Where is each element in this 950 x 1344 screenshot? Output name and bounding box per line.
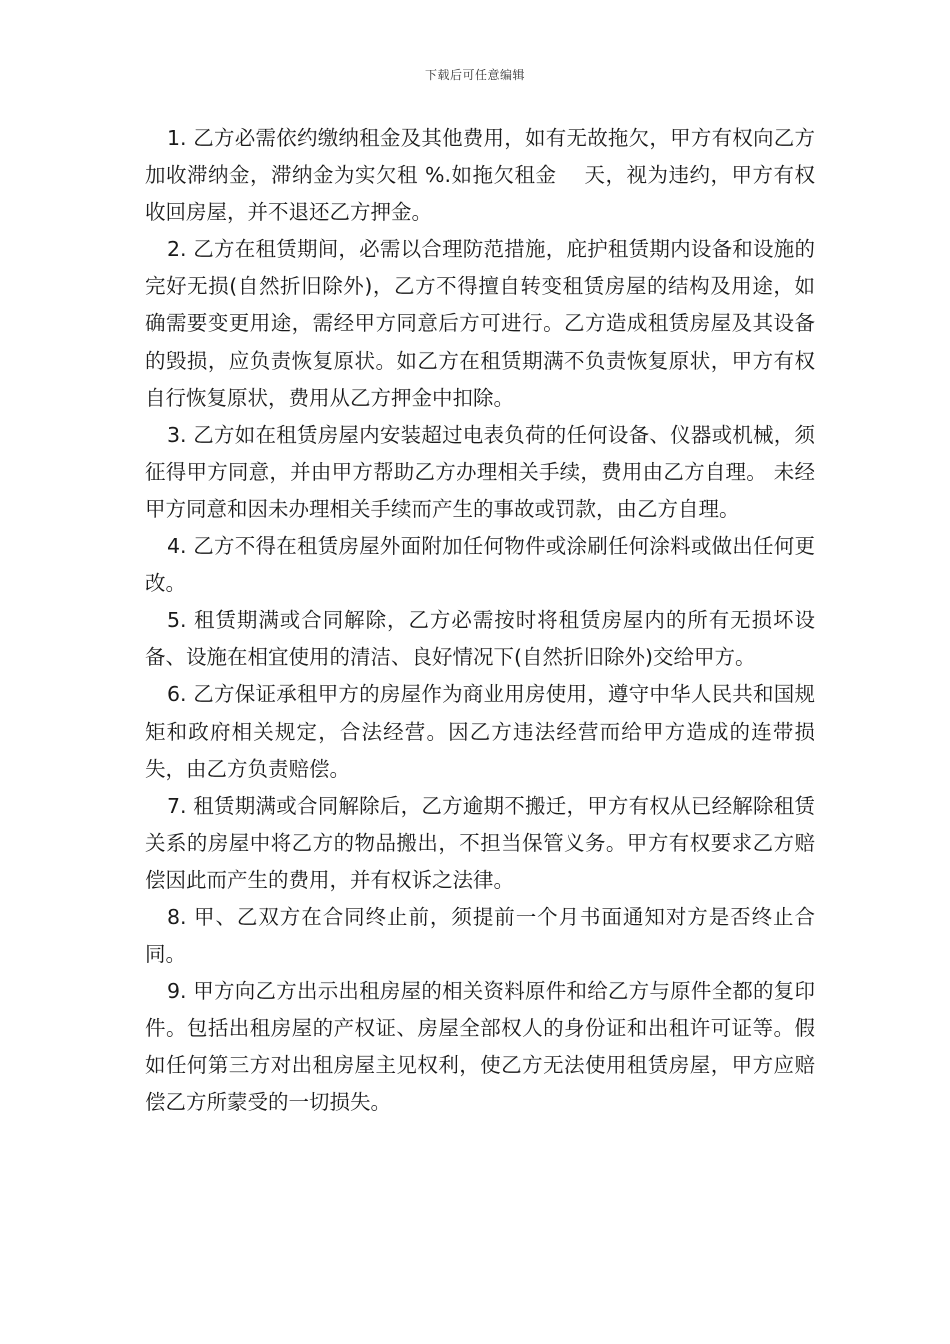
clause-6: 6. 乙方保证承租甲方的房屋作为商业用房使用，遵守中华人民共和国规矩和政府相关规定，合法经营。因乙方违法经营而给甲方造成的连带损失，由乙方负责赔偿。 xyxy=(145,682,815,781)
clause-1: 1. 乙方必需依约缴纳租金及其他费用，如有无故拖欠，甲方有权向乙方加收滞纳金，滞纳金为实欠租 %.如拖欠租金 天，视为违约，甲方有权收回房屋，并不退还乙方押金。 xyxy=(145,126,815,225)
clause-9: 9. 甲方向乙方出示出租房屋的相关资料原件和给乙方与原件全都的复印件。包括出租房屋的产权证、房屋全部权人的身份证和出租许可证等。假如任何第三方对出租房屋主见权利，使乙方无法使用租赁房屋，甲方应赔偿乙方所蒙受的一切损失。 xyxy=(145,979,815,1115)
contract-body xyxy=(145,120,815,1122)
page-header: 下载后可任意编辑 xyxy=(424,68,525,82)
clause-4: 4. 乙方不得在租赁房屋外面附加任何物件或涂刷任何涂料或做出任何更改。 xyxy=(145,534,815,596)
clause-2: 2. 乙方在租赁期间，必需以合理防范措施，庇护租赁期内设备和设施的完好无损(自然折旧除外)，乙方不得擅自转变租赁房屋的结构及用途，如确需要变更用途，需经甲方同意后方可进行。乙方造成租赁房屋及其设备的毁损，应负责恢复原状。如乙方在租赁期满不负责恢复原状，甲方有权自行恢复原状，费用从乙方押金中扣除。 xyxy=(145,237,815,410)
clause-5: 5. 租赁期满或合同解除，乙方必需按时将租赁房屋内的所有无损坏设备、设施在相宜使用的清洁、良好情况下(自然折旧除外)交给甲方。 xyxy=(145,608,815,670)
clause-7: 7. 租赁期满或合同解除后，乙方逾期不搬迁，甲方有权从已经解除租赁关系的房屋中将乙方的物品搬出，不担当保管义务。甲方有权要求乙方赔偿因此而产生的费用，并有权诉之法律。 xyxy=(145,793,815,892)
clause-3: 3. 乙方如在租赁房屋内安装超过电表负荷的任何设备、仪器或机械，须征得甲方同意，并由甲方帮助乙方办理相关手续，费用由乙方自理。 未经甲方同意和因未办理相关手续而产生的事故或罚款，由乙方自理。 xyxy=(145,422,815,521)
clause-8: 8. 甲、乙双方在合同终止前，须提前一个月书面通知对方是否终止合同。 xyxy=(145,904,815,967)
